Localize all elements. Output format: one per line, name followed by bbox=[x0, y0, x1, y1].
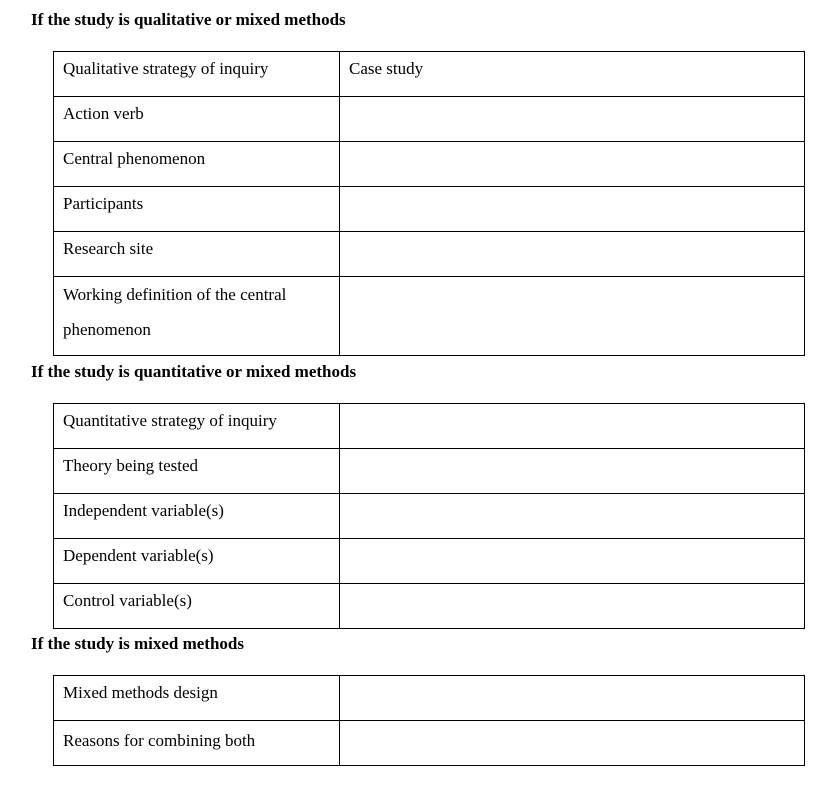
action-verb-label: Action verb bbox=[54, 97, 340, 142]
research-site-value[interactable] bbox=[340, 232, 805, 277]
control-variables-label: Control variable(s) bbox=[54, 584, 340, 629]
table-row bbox=[54, 584, 805, 629]
table-row bbox=[54, 277, 805, 356]
combining-reasons-label: Reasons for combining both bbox=[54, 721, 340, 766]
table-row bbox=[54, 449, 805, 494]
table-row bbox=[54, 97, 805, 142]
quantitative-section-heading: If the study is quantitative or mixed methods bbox=[31, 362, 357, 381]
quantitative-strategy-value[interactable] bbox=[340, 404, 805, 449]
research-site-label: Research site bbox=[54, 232, 340, 277]
participants-label: Participants bbox=[54, 187, 340, 232]
table-row bbox=[54, 404, 805, 449]
qualitative-table bbox=[53, 51, 805, 356]
qualitative-strategy-label: Qualitative strategy of inquiry bbox=[54, 52, 340, 97]
table-row bbox=[54, 721, 805, 766]
mixed-design-value[interactable] bbox=[340, 676, 805, 721]
participants-value[interactable] bbox=[340, 187, 805, 232]
table-row bbox=[54, 232, 805, 277]
independent-variables-label: Independent variable(s) bbox=[54, 494, 340, 539]
control-variables-value[interactable] bbox=[340, 584, 805, 629]
mixed-section-heading: If the study is mixed methods bbox=[31, 634, 244, 653]
mixed-design-label: Mixed methods design bbox=[54, 676, 340, 721]
working-definition-value[interactable] bbox=[340, 277, 805, 356]
table-row bbox=[54, 494, 805, 539]
quantitative-table bbox=[53, 403, 805, 629]
table-row bbox=[54, 52, 805, 97]
central-phenomenon-value[interactable] bbox=[340, 142, 805, 187]
table-row bbox=[54, 539, 805, 584]
qualitative-section-heading: If the study is qualitative or mixed methods bbox=[31, 10, 346, 29]
combining-reasons-value[interactable] bbox=[340, 721, 805, 766]
dependent-variables-label: Dependent variable(s) bbox=[54, 539, 340, 584]
action-verb-value[interactable] bbox=[340, 97, 805, 142]
independent-variables-value[interactable] bbox=[340, 494, 805, 539]
theory-tested-value[interactable] bbox=[340, 449, 805, 494]
mixed-table bbox=[53, 675, 805, 766]
central-phenomenon-label: Central phenomenon bbox=[54, 142, 340, 187]
working-definition-label: Working definition of the central phenomenon bbox=[54, 277, 340, 356]
table-row bbox=[54, 187, 805, 232]
table-row bbox=[54, 142, 805, 187]
qualitative-strategy-value[interactable]: Case study bbox=[340, 52, 805, 97]
theory-tested-label: Theory being tested bbox=[54, 449, 340, 494]
dependent-variables-value[interactable] bbox=[340, 539, 805, 584]
quantitative-strategy-label: Quantitative strategy of inquiry bbox=[54, 404, 340, 449]
table-row bbox=[54, 676, 805, 721]
